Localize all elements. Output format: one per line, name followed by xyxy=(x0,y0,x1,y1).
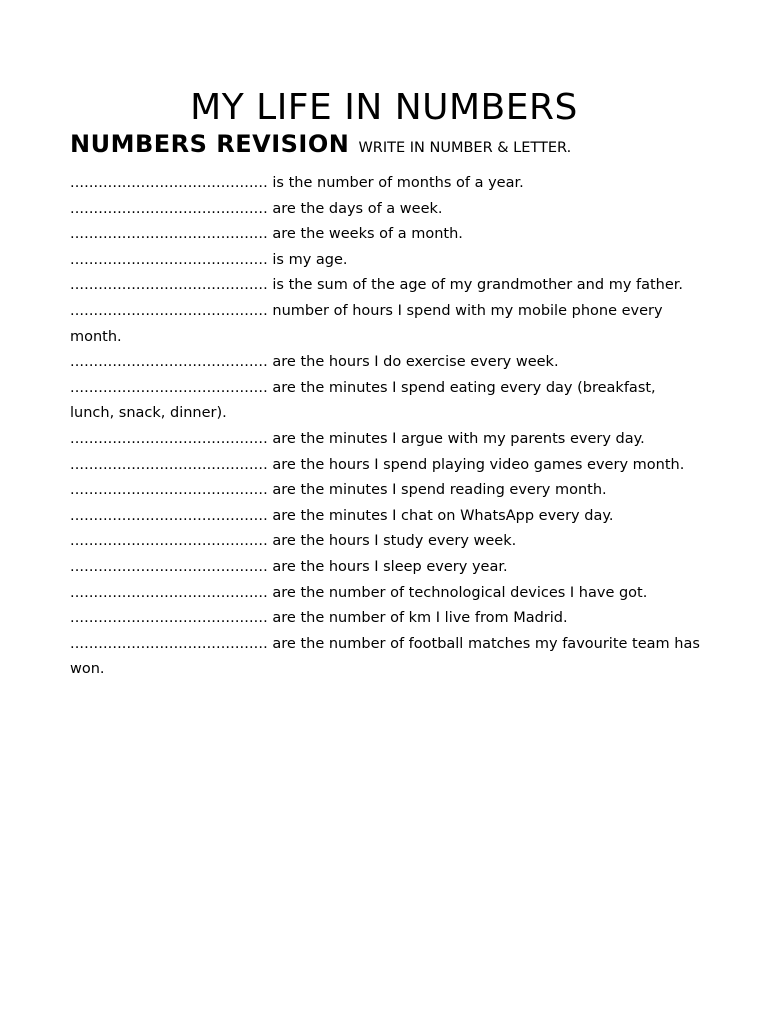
question-text: are the hours I do exercise every week. xyxy=(272,354,559,371)
question-item xyxy=(70,248,700,274)
question-text: is the sum of the age of my grandmother and my father. xyxy=(272,277,684,294)
question-item xyxy=(70,376,700,427)
answer-blank[interactable]: .......................................... xyxy=(70,354,268,371)
section-heading xyxy=(70,128,571,164)
question-text: are the hours I spend playing video games every month. xyxy=(272,456,685,473)
question-text: are the minutes I spend eating every day (breakfast, lunch, snack, dinner). xyxy=(70,379,656,422)
answer-blank[interactable]: .......................................... xyxy=(70,277,268,294)
answer-blank[interactable]: .......................................... xyxy=(70,558,268,575)
section-title: NUMBERS REVISION xyxy=(70,130,350,158)
question-text: are the hours I study every week. xyxy=(272,533,517,550)
answer-blank[interactable]: .......................................... xyxy=(70,635,268,652)
question-item xyxy=(70,478,700,504)
question-list xyxy=(70,171,700,683)
answer-blank[interactable]: .......................................... xyxy=(70,456,268,473)
question-text: are the hours I sleep every year. xyxy=(272,558,508,575)
question-item xyxy=(70,273,700,299)
answer-blank[interactable]: .......................................... xyxy=(70,482,268,499)
answer-blank[interactable]: .......................................... xyxy=(70,584,268,601)
answer-blank[interactable]: .......................................... xyxy=(70,507,268,524)
question-text: are the minutes I spend reading every month. xyxy=(272,482,607,499)
question-text: are the minutes I argue with my parents every day. xyxy=(272,430,645,447)
question-text: are the weeks of a month. xyxy=(272,226,463,243)
question-item xyxy=(70,427,700,453)
answer-blank[interactable]: .......................................... xyxy=(70,610,268,627)
question-item xyxy=(70,222,700,248)
question-item xyxy=(70,632,700,683)
answer-blank[interactable]: .......................................... xyxy=(70,226,268,243)
question-item xyxy=(70,529,700,555)
question-text: are the number of km I live from Madrid. xyxy=(272,610,568,627)
answer-blank[interactable]: .......................................... xyxy=(70,251,268,268)
question-text: are the number of technological devices I have got. xyxy=(272,584,648,601)
question-item xyxy=(70,606,700,632)
answer-blank[interactable]: .......................................... xyxy=(70,302,268,319)
question-text: are the days of a week. xyxy=(272,200,443,217)
question-item xyxy=(70,555,700,581)
answer-blank[interactable]: .......................................... xyxy=(70,379,268,396)
question-item xyxy=(70,171,700,197)
page-title: MY LIFE IN NUMBERS xyxy=(190,87,578,128)
question-text: number of hours I spend with my mobile phone every month. xyxy=(70,302,663,345)
question-text: are the number of football matches my favourite team has won. xyxy=(70,635,700,678)
question-text: is the number of months of a year. xyxy=(272,175,524,191)
question-item xyxy=(70,453,700,479)
question-item xyxy=(70,299,700,350)
answer-blank[interactable]: .......................................... xyxy=(70,200,268,217)
question-text: are the minutes I chat on WhatsApp every day. xyxy=(272,507,614,524)
question-text: is my age. xyxy=(272,251,348,268)
question-item xyxy=(70,350,700,376)
answer-blank[interactable]: .......................................... xyxy=(70,175,268,191)
question-item xyxy=(70,504,700,530)
instruction-text: WRITE IN NUMBER & LETTER. xyxy=(358,140,572,156)
answer-blank[interactable]: .......................................... xyxy=(70,430,268,447)
question-item xyxy=(70,197,700,223)
question-item xyxy=(70,581,700,607)
answer-blank[interactable]: .......................................... xyxy=(70,533,268,550)
